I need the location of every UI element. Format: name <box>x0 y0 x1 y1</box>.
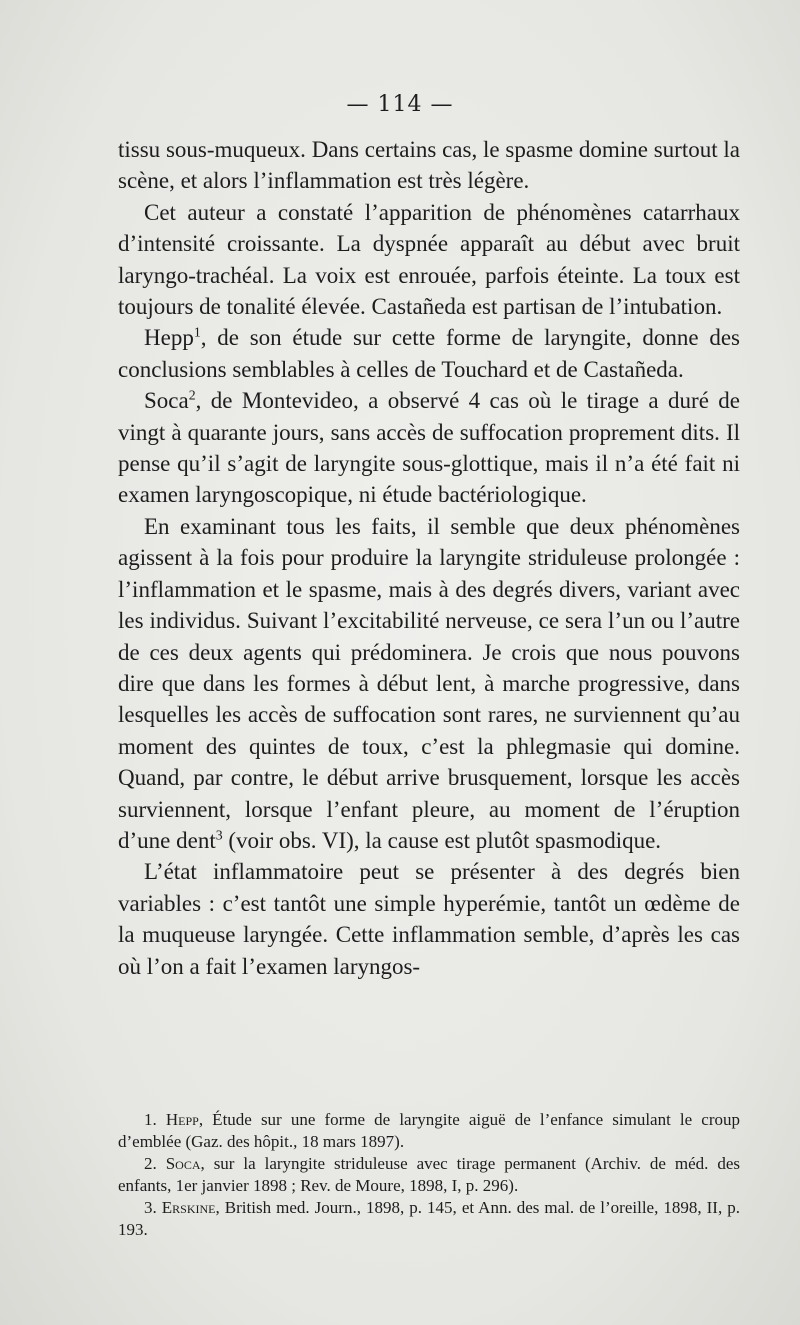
footnotes <box>118 1109 740 1241</box>
paragraph <box>118 134 740 197</box>
page-number: — 114 — <box>346 92 454 117</box>
footnote <box>118 1153 740 1197</box>
footnote-marker: 3 <box>215 827 223 843</box>
paragraph <box>118 197 740 323</box>
paragraph-text: En examinant tous les faits, il semble que deux phénomènes agissent à la fois pour produire la laryngite striduleuse prolongée : l’inflammation et le spasme, mais à des degrés divers, variant avec les individus. Suivant l’excitabilité nerveuse, ce sera l’un ou l’autre de ces deux agents qui prédominera. Je crois que nous pouvons dire que dans les formes à début lent, à marche progressive, dans lesquelles les accès de suffocation sont rares, ne surviennent qu’au moment des quintes de toux, c’est la phlegmasie qui domine. Quand, par contre, le début arrive brusquement, lorsque les accès surviennent, lorsque l’enfant pleure, au moment de l’éruption d’une dent <box>118 513 740 853</box>
footnote-marker: 2 <box>188 387 196 403</box>
author-name: Hepp <box>144 325 194 351</box>
footnote <box>118 1109 740 1153</box>
footnote-number: 2. <box>144 1154 157 1173</box>
paragraph <box>118 385 740 511</box>
paragraph <box>118 322 740 385</box>
footnote-text: , sur la laryngite striduleuse avec tirage permanent (Archiv. de méd. des enfants, 1er janvier 1898 ; Rev. de Moure, 1898, I, p. 296). <box>118 1154 741 1195</box>
footnote-author: Erskine <box>161 1198 216 1217</box>
footnote-author: Hepp <box>165 1110 199 1129</box>
author-name: Soca <box>144 388 189 414</box>
footnote-number: 1. <box>144 1110 157 1129</box>
paragraph-text: tissu sous-muqueux. Dans certains cas, le spasme domine surtout la scène, et alors l’inflammation est très légère. <box>118 137 740 194</box>
paragraph-text: Cet auteur a constaté l’apparition de phénomènes catarrhaux d’intensité croissante. La dyspnée apparaît au début avec bruit laryngo-trachéal. La voix est enrouée, parfois éteinte. La toux est toujours de tonalité élevée. Castañeda est partisan de l’intubation. <box>118 199 740 320</box>
paragraph <box>118 511 740 856</box>
footnote-text: , British med. Journ., 1898, p. 145, et Ann. des mal. de l’oreille, 1898, II, p. 193. <box>118 1198 740 1239</box>
paragraph-text: (voir obs. VI), la cause est plutôt spasmodique. <box>222 827 662 853</box>
footnote-author: Soca <box>165 1154 201 1173</box>
paragraph <box>118 856 740 982</box>
footnote-text: , Étude sur une forme de laryngite aiguë de l’enfance simulant le croup d’emblée (Gaz. des hôpit., 18 mars 1897). <box>118 1110 740 1151</box>
paragraph-text: , de Montevideo, a observé 4 cas où le tirage a duré de vingt à quarante jours, sans accès de suffocation proprement dits. Il pense qu’il s’agit de laryngite sous-glottique, mais il n’a été fait ni examen laryngoscopique, ni étude bactériologique. <box>118 388 740 508</box>
footnote-marker: 1 <box>193 324 201 340</box>
footnote <box>118 1197 740 1241</box>
paragraph-text: , de son étude sur cette forme de laryngite, donne des conclusions semblables à celles de Touchard et de Castañeda. <box>118 325 740 382</box>
main-text <box>118 134 740 982</box>
footnote-number: 3. <box>144 1198 157 1217</box>
paragraph-text: L’état inflammatoire peut se présenter à des degrés bien variables : c’est tantôt une simple hyperémie, tantôt un œdème de la muqueuse laryngée. Cette inflammation semble, d’après les cas où l’on a fait l’examen laryngos- <box>118 859 740 979</box>
